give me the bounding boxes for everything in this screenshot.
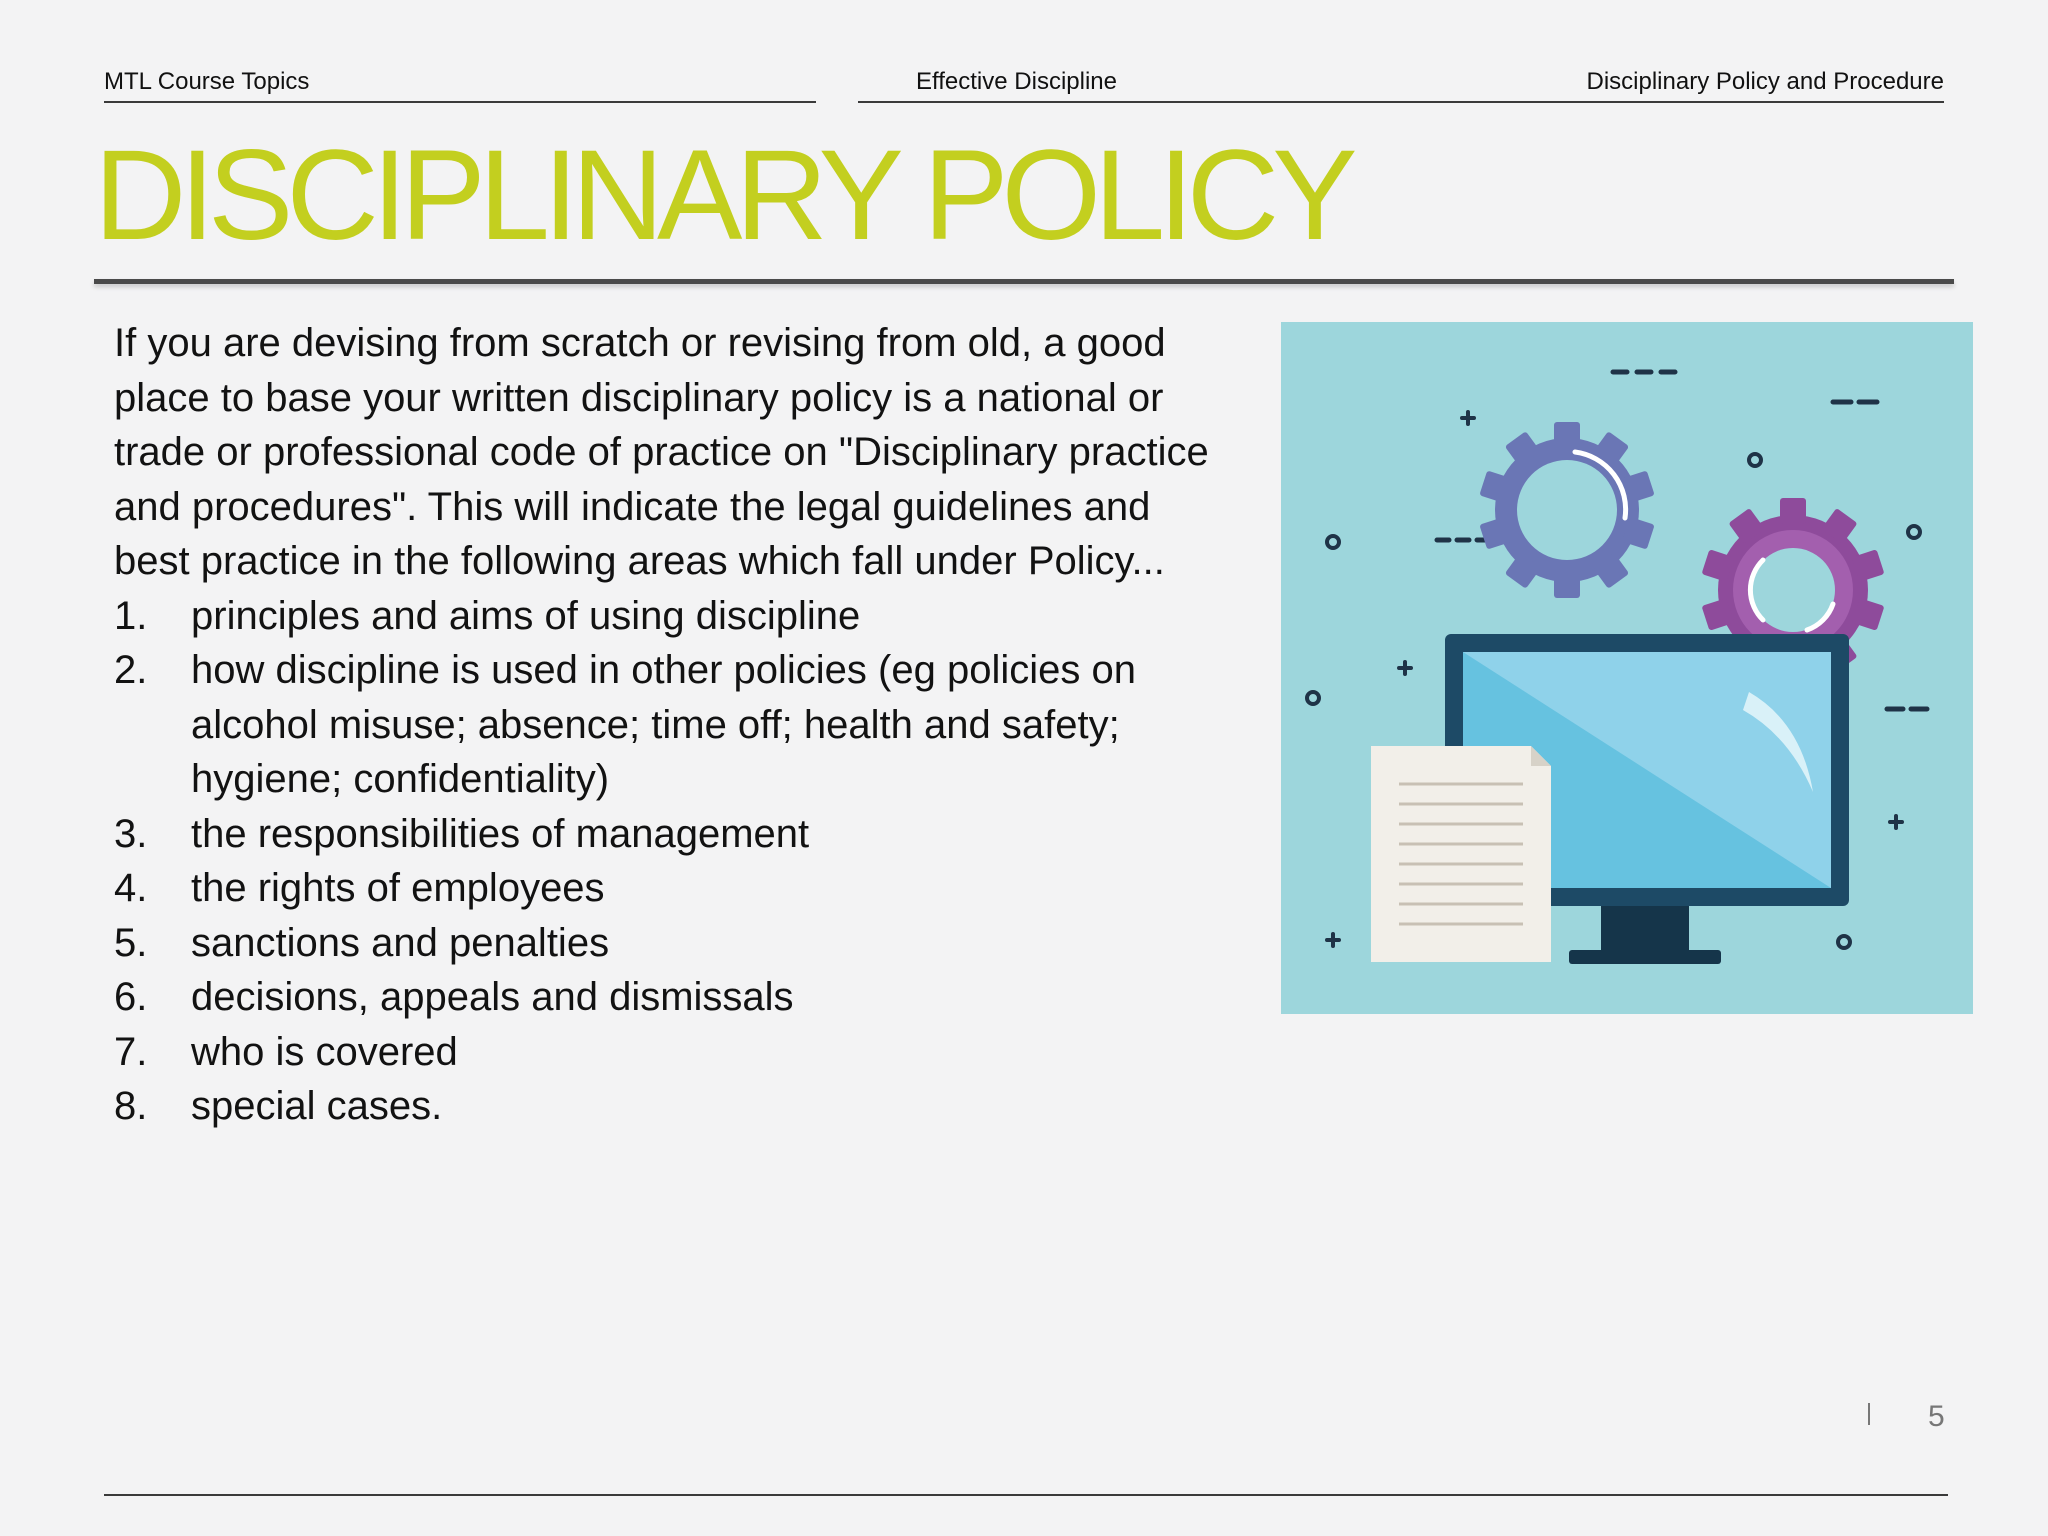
header-course-topics: MTL Course Topics — [104, 68, 310, 95]
list-item-number: 3. — [114, 811, 148, 856]
list-item — [114, 1079, 1234, 1134]
header-section-title: Effective Discipline — [916, 68, 1117, 95]
list-item-text: sanctions and penalties — [191, 920, 610, 965]
policy-areas-list — [114, 589, 1234, 1134]
header-rule-right — [858, 101, 1944, 103]
list-item-number: 1. — [114, 593, 148, 638]
list-item-text: the rights of employees — [191, 866, 605, 910]
list-item-number: 7. — [114, 1029, 148, 1074]
list-item-text: decisions, appeals and dismissals — [191, 975, 794, 1019]
list-item-text: who is covered — [191, 1029, 458, 1074]
list-item — [114, 807, 1234, 862]
list-item — [114, 643, 1234, 807]
footer-rule — [104, 1494, 1948, 1496]
list-item-number: 4. — [114, 866, 148, 910]
list-item-number: 5. — [114, 920, 148, 965]
list-item — [114, 970, 1234, 1025]
list-item-text: the responsibilities of management — [191, 811, 810, 856]
list-item-text: principles and aims of using discipline — [191, 593, 861, 638]
list-item-number: 2. — [114, 648, 148, 692]
list-item-text: how discipline is used in other policies (eg policies on alcohol misuse; absence; time off; health and safety; hygiene; confidentiality) — [191, 648, 1136, 801]
list-item-number: 6. — [114, 975, 148, 1019]
list-item — [114, 861, 1234, 916]
page-number-separator — [1868, 1403, 1870, 1425]
list-item — [114, 1025, 1234, 1080]
page-title: DISCIPLINARY POLICY — [94, 124, 1351, 267]
header-rule-left — [104, 101, 816, 103]
list-item — [114, 589, 1234, 644]
page-number: 5 — [1928, 1400, 1945, 1433]
main-content — [114, 316, 1234, 1134]
list-item-number: 8. — [114, 1084, 148, 1128]
gears-monitor-document-illustration-icon — [1281, 322, 1973, 1014]
list-item-text: special cases. — [191, 1084, 443, 1128]
list-item — [114, 916, 1234, 971]
intro-paragraph: If you are devising from scratch or revising from old, a good place to base your written disciplinary policy is a national or trade or professional code of practice on "Disciplinary practice and procedures". This will indicate the legal guidelines and best practice in the following areas which fall under Policy... — [114, 321, 1209, 583]
title-divider — [94, 279, 1954, 284]
header-subsection-title: Disciplinary Policy and Procedure — [1586, 68, 1944, 95]
